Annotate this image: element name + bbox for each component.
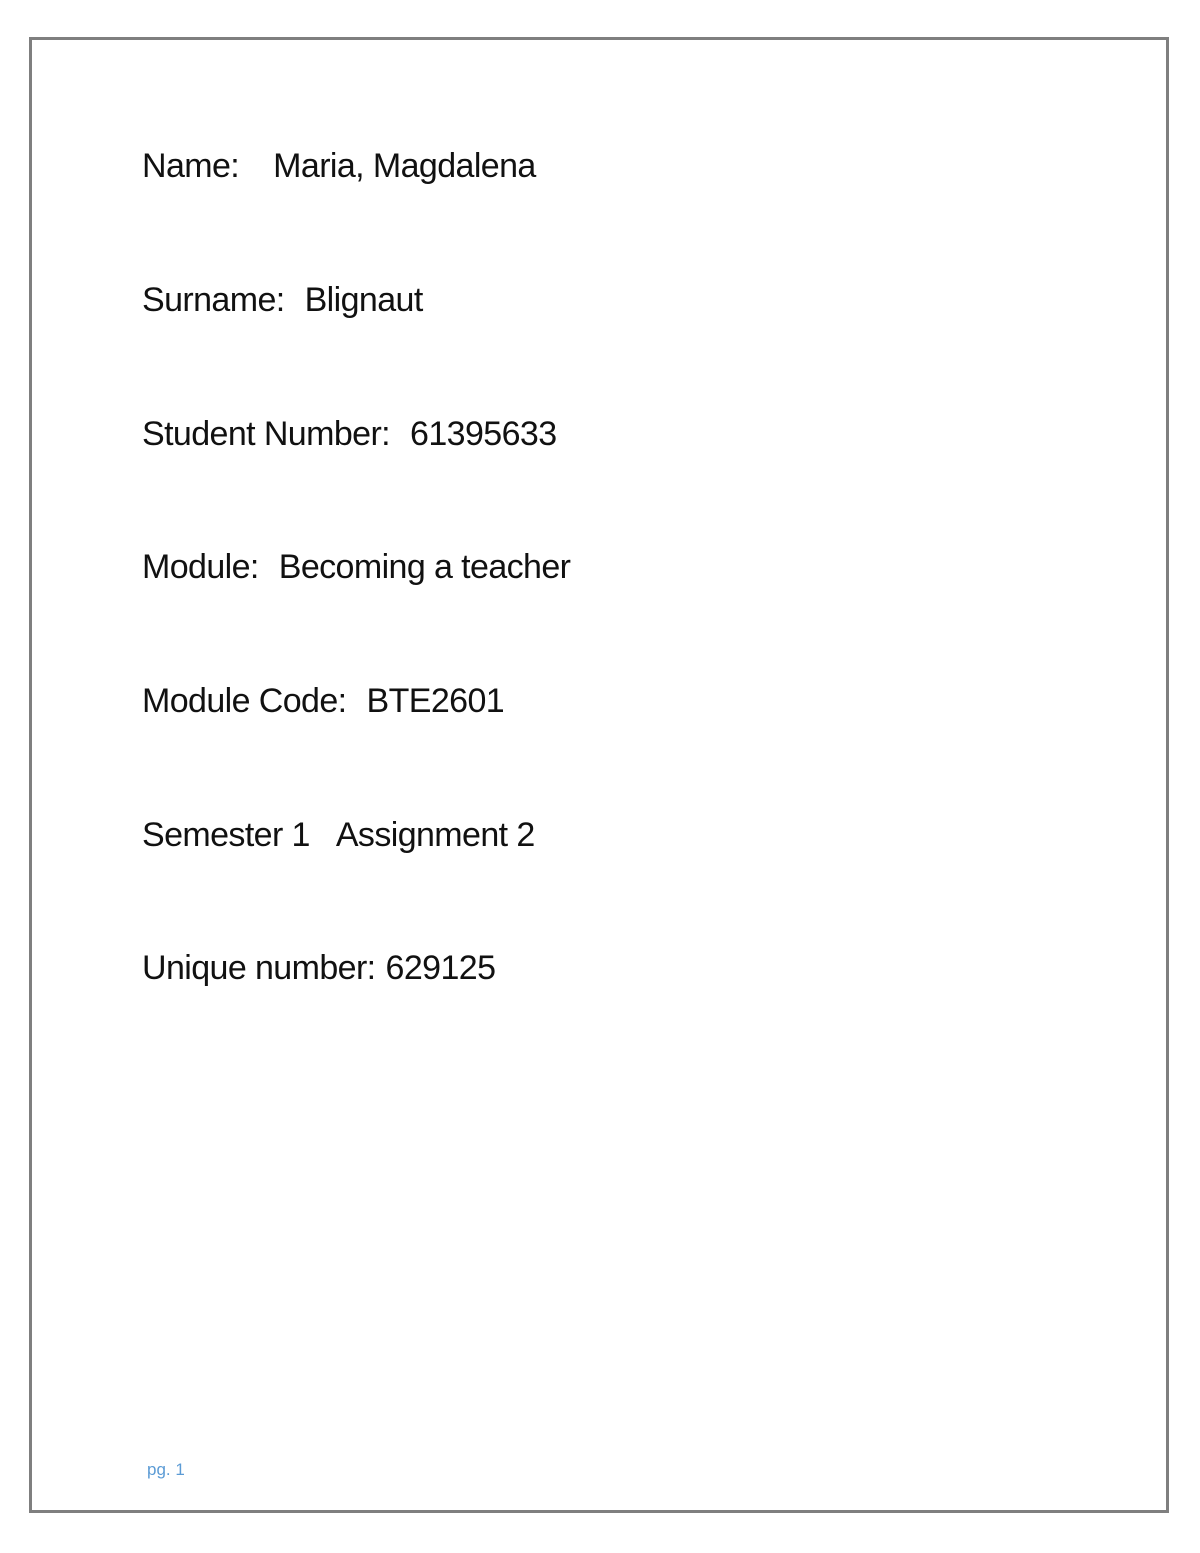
semester-label: Semester 1 (142, 816, 310, 854)
unique-number-line (142, 948, 495, 988)
page-border (29, 37, 1169, 1513)
surname-label: Surname: (142, 281, 285, 319)
module-label: Module: (142, 548, 259, 586)
module-code-line (142, 681, 504, 721)
module-code-label: Module Code: (142, 682, 347, 720)
assignment-value: Assignment 2 (335, 816, 535, 854)
module-line (142, 547, 570, 587)
name-label: Name: (142, 147, 240, 185)
surname-line (142, 280, 423, 320)
module-code-value: BTE2601 (366, 682, 505, 720)
name-line (142, 146, 536, 186)
student-number-value: 61395633 (410, 415, 557, 453)
surname-value: Blignaut (304, 281, 423, 319)
module-value: Becoming a teacher (278, 548, 571, 586)
student-number-line (142, 414, 557, 454)
semester-assignment-line (142, 815, 535, 855)
unique-number-value: 629125 (385, 949, 496, 987)
student-number-label: Student Number: (142, 415, 391, 453)
page-number: pg. 1 (147, 1460, 185, 1479)
unique-number-label: Unique number: (142, 949, 376, 987)
name-value: Maria, Magdalena (273, 147, 536, 185)
